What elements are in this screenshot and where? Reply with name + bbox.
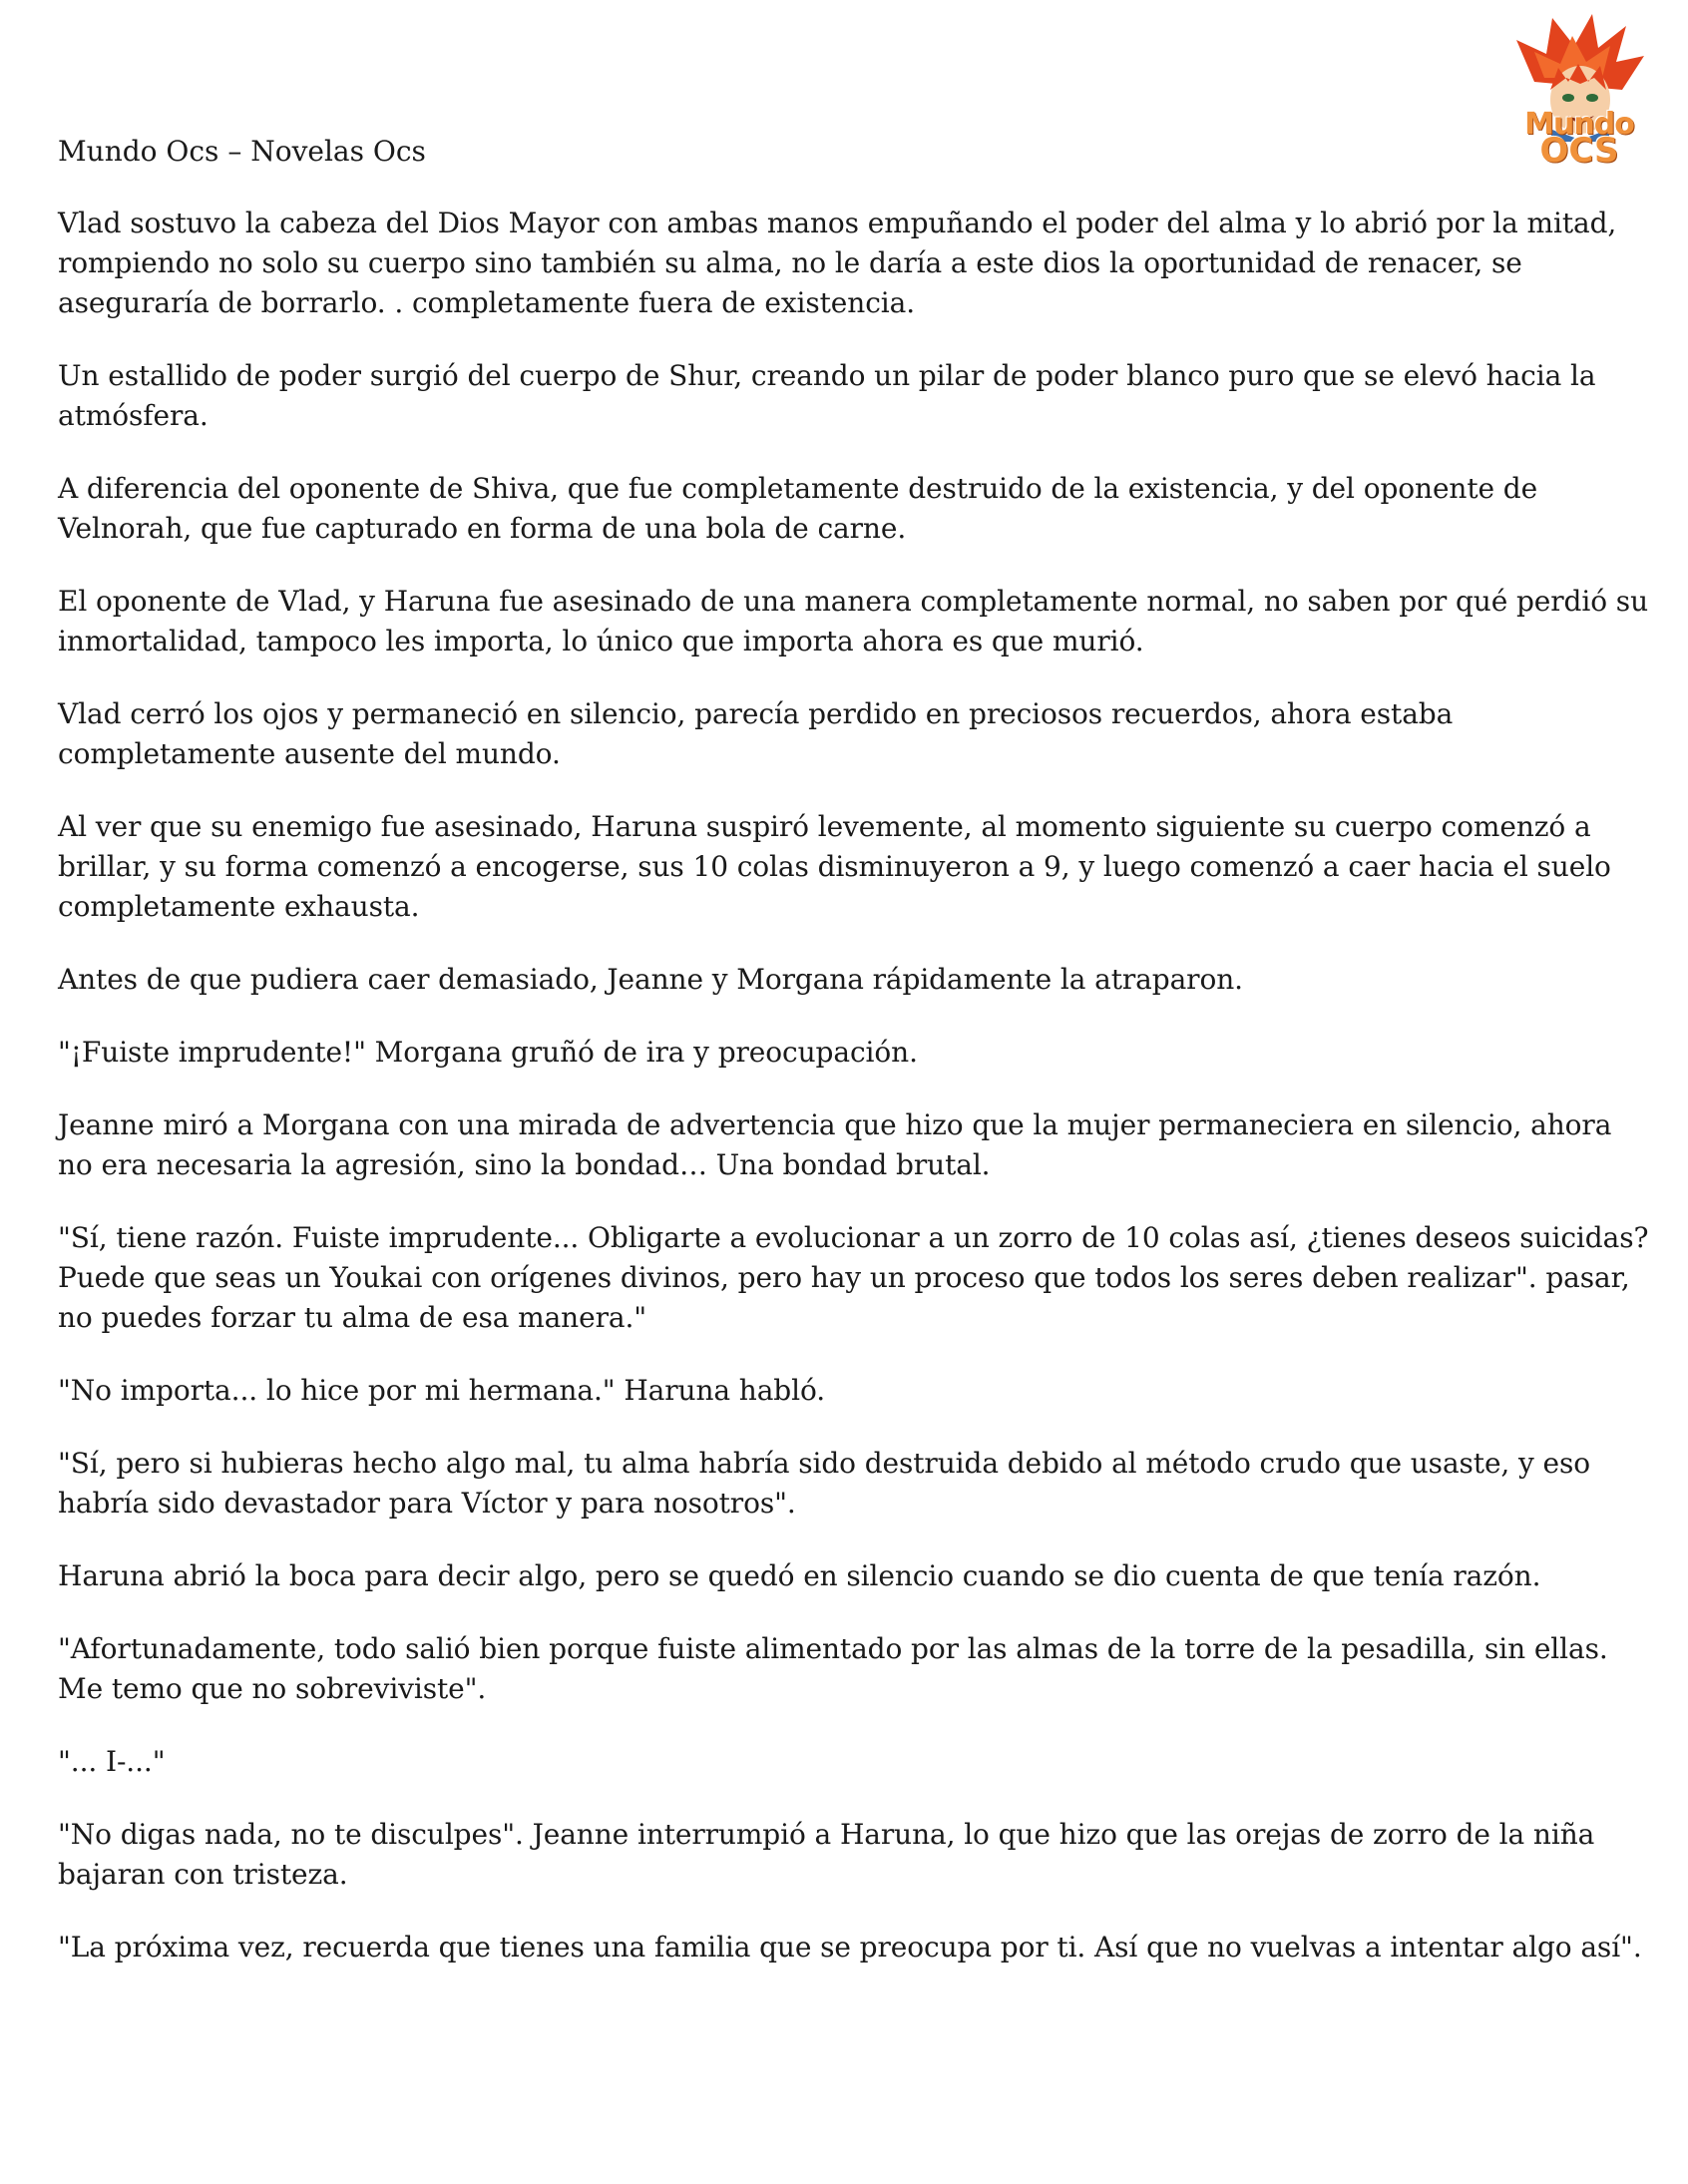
logo-word-ocs: OCS — [1539, 131, 1619, 171]
paragraph: A diferencia del oponente de Shiva, que fue completamente destruido de la existencia, y del oponente de Velnorah, que fue capturado en forma de una bola de carne. — [58, 472, 1538, 545]
paragraph: "No digas nada, no te disculpes". Jeanne interrumpió a Haruna, lo que hizo que las orejas de zorro de la niña bajaran con tristeza. — [58, 1818, 1595, 1891]
paragraph: "No importa... lo hice por mi hermana." Haruna habló. — [58, 1374, 826, 1407]
paragraph: Vlad cerró los ojos y permaneció en silencio, parecía perdido en preciosos recuerdos, ahora estaba completamente ausente del mundo. — [58, 697, 1454, 770]
paragraph: "Sí, tiene razón. Fuiste imprudente... Obligarte a evolucionar a un zorro de 10 colas así, ¿tienes deseos suicidas? Puede que seas un Youkai con orígenes divinos, pero hay un proceso que todos los seres deben realizar". pasar, no puedes forzar tu alma de esa manera." — [58, 1221, 1649, 1334]
paragraph: Antes de que pudiera caer demasiado, Jeanne y Morgana rápidamente la atraparon. — [58, 963, 1243, 996]
paragraph: Jeanne miró a Morgana con una mirada de advertencia que hizo que la mujer permaneciera en silencio, ahora no era necesaria la agresión, sino la bondad… Una bondad brutal. — [58, 1108, 1612, 1181]
paragraph: "Afortunadamente, todo salió bien porque fuiste alimentado por las almas de la torre de la pesadilla, sin ellas. Me temo que no sobreviviste". — [58, 1632, 1608, 1705]
paragraph: "¡Fuiste imprudente!" Morgana gruñó de ira y preocupación. — [58, 1036, 918, 1069]
paragraph: El oponente de Vlad, y Haruna fue asesinado de una manera completamente normal, no saben por qué perdió su inmortalidad, tampoco les importa, lo único que importa ahora es que murió. — [58, 585, 1649, 657]
logo-wordmark — [1494, 107, 1664, 171]
document-body — [58, 204, 1654, 2000]
paragraph: Haruna abrió la boca para decir algo, pero se quedó en silencio cuando se dio cuenta de que tenía razón. — [58, 1559, 1541, 1592]
paragraph: "... I-..." — [58, 1745, 166, 1778]
paragraph: "La próxima vez, recuerda que tienes una familia que se preocupa por ti. Así que no vuelvas a intentar algo así". — [58, 1931, 1642, 1964]
paragraph: Al ver que su enemigo fue asesinado, Haruna suspiró levemente, al momento siguiente su cuerpo comenzó a brillar, y su forma comenzó a encogerse, sus 10 colas disminuyeron a 9, y luego comenzó a caer hacia el suelo completamente exhausta. — [58, 810, 1611, 923]
mundo-ocs-logo — [1494, 12, 1664, 182]
document-header: Mundo Ocs – Novelas Ocs — [58, 135, 426, 168]
logo-word-mundo: Mundo — [1524, 107, 1634, 142]
paragraph: "Sí, pero si hubieras hecho algo mal, tu alma habría sido destruida debido al método crudo que usaste, y eso habría sido devastador para Víctor y para nosotros". — [58, 1447, 1591, 1520]
paragraph: Un estallido de poder surgió del cuerpo de Shur, creando un pilar de poder blanco puro que se elevó hacia la atmósfera. — [58, 359, 1596, 432]
paragraph: Vlad sostuvo la cabeza del Dios Mayor con ambas manos empuñando el poder del alma y lo abrió por la mitad, rompiendo no solo su cuerpo sino también su alma, no le daría a este dios la oportunidad de renacer, se aseguraría de borrarlo. . completamente fuera de existencia. — [58, 207, 1617, 319]
